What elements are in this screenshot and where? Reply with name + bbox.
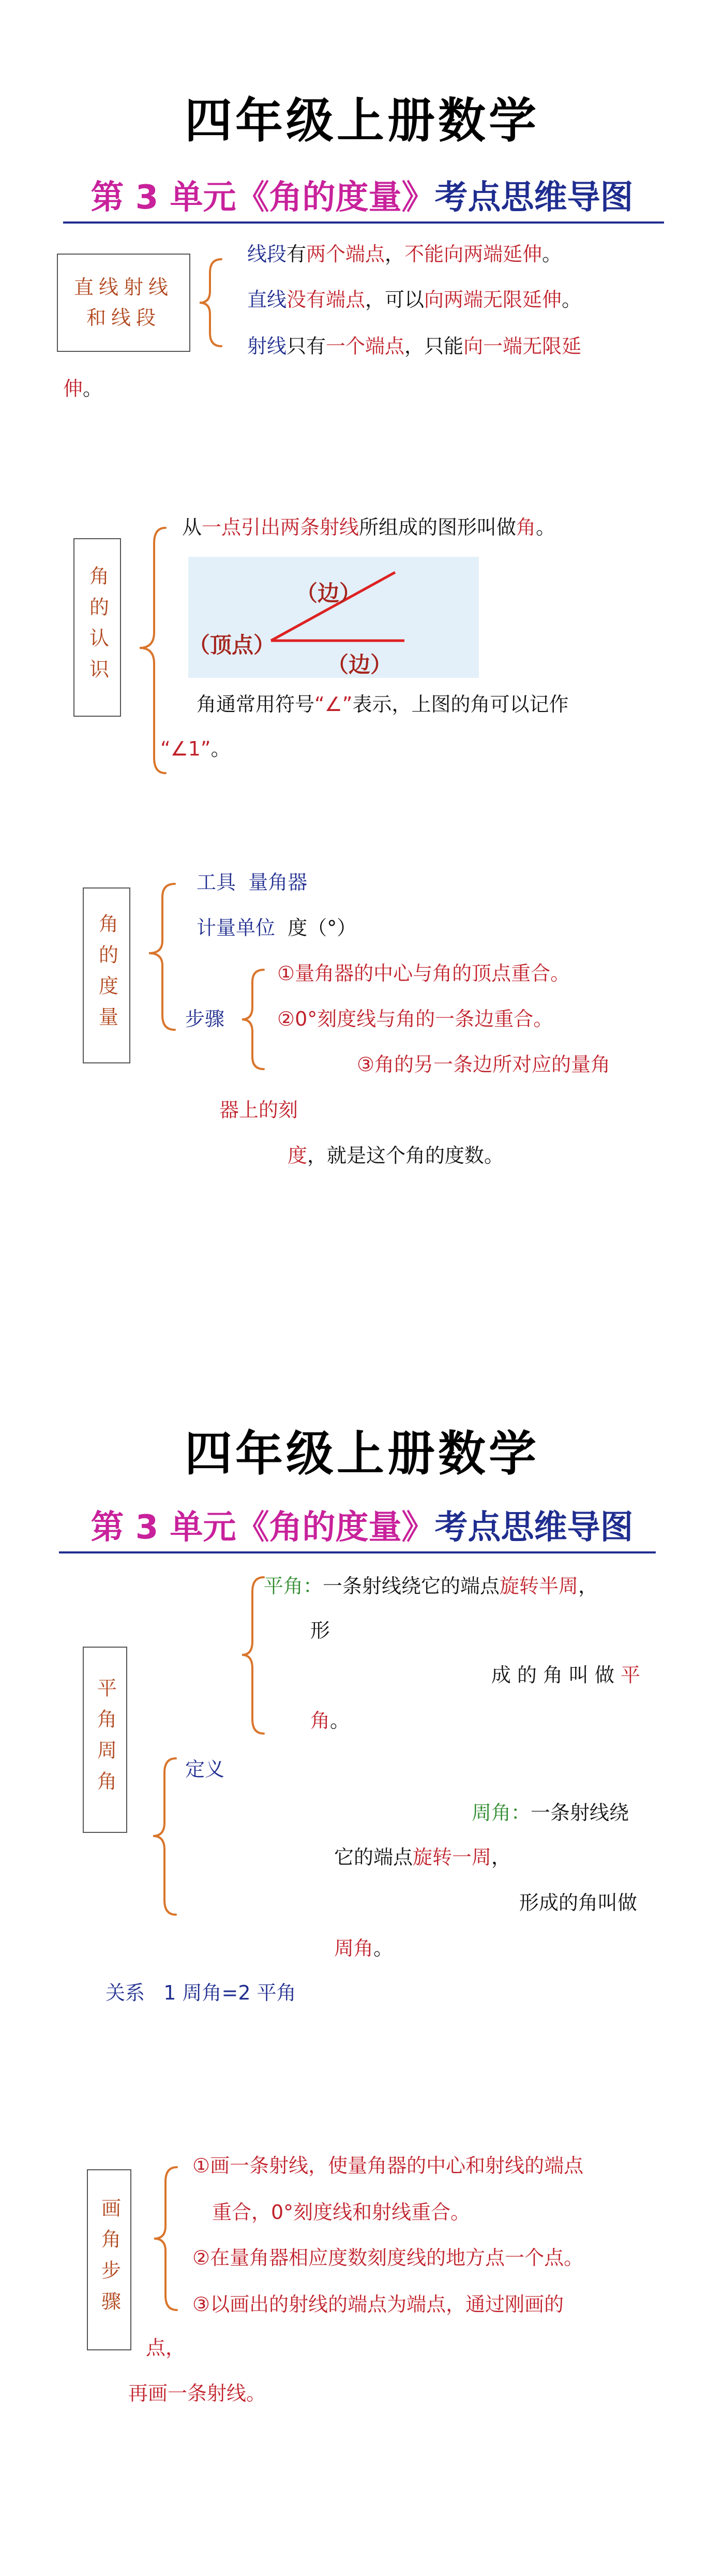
text: 形	[310, 1619, 330, 1642]
term-ray: 射线	[247, 335, 287, 358]
step-text: ③角的另一条边所对应的量角	[357, 1053, 611, 1076]
label-relation: 关系	[105, 1981, 145, 2004]
value-tool: 量角器	[248, 871, 308, 894]
text: 。	[542, 243, 562, 265]
full-angle-row-3	[519, 1890, 637, 1916]
text: 一条射线绕它的端点	[323, 1575, 500, 1597]
step-text: ②在量角器相应度数刻度线的地方点一个点。	[192, 2246, 584, 2269]
step-text: 器上的刻	[219, 1099, 298, 1121]
highlight: 度	[288, 1144, 308, 1167]
term-straight-angle: 平角	[264, 1575, 304, 1597]
straight-angle-row-4	[310, 1708, 350, 1734]
line-ray-row-cont	[63, 376, 102, 402]
text: ：	[303, 1575, 323, 1597]
measure-tool-row	[197, 869, 307, 896]
step-text: ①画一条射线，使量角器的中心和射线的端点	[192, 2154, 584, 2177]
angle-symbol: “∠”	[314, 693, 353, 716]
topic-angle-box	[73, 538, 121, 717]
step-text: 重合，0°刻度线和射线重合。	[212, 2201, 471, 2224]
text: 成的角叫做	[491, 1664, 621, 1686]
text: ，	[578, 1575, 598, 1597]
text: 所组成的图形叫做	[359, 516, 517, 539]
angle-notation: “∠1”	[160, 737, 211, 760]
measure-step-2	[277, 1006, 553, 1032]
topic-draw-label: 画角步骤	[98, 2198, 121, 2322]
angle-symbol-text-cont	[160, 736, 231, 762]
term-full-angle: 周角	[472, 1801, 511, 1824]
topic-measure-box	[83, 887, 130, 1063]
straight-angle-row-2	[310, 1618, 330, 1644]
value-unit: 度（°）	[288, 916, 357, 939]
measure-step-3-cont	[219, 1097, 298, 1123]
label-edge-top: （边）	[296, 581, 361, 606]
text: 它的端点	[334, 1846, 413, 1869]
step-text: ②0°刻度线与角的一条边重合。	[277, 1008, 553, 1030]
highlight: 向一端无限延	[463, 335, 582, 358]
text: ，	[491, 1846, 511, 1869]
full-angle-row	[472, 1800, 629, 1826]
page2-subtitle	[0, 1508, 724, 1547]
subtitle-unit: 第 3 单元《角的度量》	[90, 1508, 435, 1547]
highlight: 向两端无限延伸	[424, 288, 562, 311]
highlight: 旋转半周	[500, 1575, 579, 1597]
draw-step-1	[192, 2153, 583, 2179]
highlight: 两个端点	[306, 243, 385, 265]
highlight: 伸	[63, 377, 83, 400]
measure-step-3-end	[288, 1143, 504, 1169]
relation-row	[105, 1980, 296, 2006]
draw-step-2	[192, 2245, 583, 2271]
draw-step-3	[192, 2291, 564, 2318]
step-text: 再画一条射线。	[128, 2382, 266, 2405]
draw-step-1-cont	[212, 2199, 470, 2226]
label-definition: 定义	[185, 1758, 225, 1781]
label-edge-bottom: （边）	[327, 652, 393, 677]
highlight: 角	[310, 1709, 330, 1732]
line-straight-row	[247, 287, 581, 313]
subtitle-unit: 第 3 单元《角的度量》	[90, 179, 435, 217]
draw-step-3-cont	[146, 2335, 185, 2361]
text: 。	[536, 516, 556, 539]
line-ray-row	[247, 333, 581, 360]
highlight: 一点引出两条射线	[202, 516, 359, 539]
text: 表示，上图的角可以记作	[352, 693, 569, 716]
topic-draw-box	[87, 2169, 131, 2350]
text: 。	[562, 288, 582, 311]
topic-angle-label: 角的认识	[86, 565, 109, 690]
text: 。	[210, 737, 231, 760]
highlight: 一个端点	[326, 335, 405, 358]
label-vertex: （顶点）	[188, 632, 276, 658]
highlight: 没有端点	[286, 288, 366, 311]
step-text: ③以画出的射线的端点为端点，通过刚画的	[192, 2293, 564, 2316]
text: 一条射线绕	[531, 1801, 629, 1824]
text: 形成的角叫做	[519, 1891, 638, 1914]
brace-measure	[145, 880, 181, 1035]
measure-step-3	[357, 1052, 610, 1078]
text: ，只能	[404, 335, 464, 358]
topic-lines-label: 直线射线和线段	[73, 276, 173, 329]
page2-title: 四年级上册数学	[184, 1426, 539, 1482]
topic-straight-full-label: 平角周角	[94, 1678, 117, 1802]
topic-straight-full-box	[83, 1647, 127, 1833]
full-angle-row-4	[334, 1935, 393, 1962]
text: ，可以	[365, 288, 425, 311]
highlight: 不能向两端延伸	[404, 243, 542, 265]
text: ，就是这个角的度数。	[307, 1144, 504, 1167]
highlight: 平	[621, 1664, 647, 1686]
straight-angle-row-3	[491, 1662, 646, 1689]
page-title: 四年级上册数学	[184, 93, 539, 149]
measure-unit-row	[197, 915, 356, 941]
label-steps: 步骤	[185, 1008, 225, 1030]
page-subtitle	[0, 179, 724, 217]
label-tool: 工具	[197, 871, 236, 894]
text: 。	[330, 1709, 350, 1732]
text: 只有	[286, 335, 326, 358]
brace-definition	[150, 1754, 181, 1920]
text: 从	[182, 516, 202, 539]
brace-draw	[151, 2163, 182, 2318]
brace-steps	[239, 967, 270, 1075]
angle-symbol-text	[197, 691, 568, 718]
highlight: 周角	[334, 1937, 374, 1960]
straight-angle-row	[264, 1573, 598, 1600]
term-line: 直线	[247, 288, 287, 311]
text: 有	[286, 243, 307, 265]
subtitle-mindmap: 考点思维导图	[434, 1508, 634, 1547]
line-segment-row	[247, 241, 562, 268]
topic-lines-box	[57, 254, 190, 352]
full-angle-row-2	[334, 1844, 511, 1871]
label-unit: 计量单位	[197, 916, 276, 939]
angle-figure	[188, 557, 479, 678]
value-relation: 1 周角=2 平角	[163, 1981, 296, 2004]
term-segment: 线段	[247, 243, 287, 265]
text: 角通常用符号	[197, 693, 315, 716]
topic-measure-label: 角的度量	[95, 913, 118, 1038]
step-text: ①量角器的中心与角的顶点重合。	[277, 962, 570, 985]
text: 。	[83, 377, 103, 400]
highlight: 角	[516, 516, 536, 539]
draw-step-3-end	[128, 2380, 266, 2407]
subtitle-underline	[63, 221, 664, 224]
text: 。	[373, 1937, 394, 1960]
subtitle-underline	[59, 1551, 656, 1553]
text: ：	[511, 1801, 531, 1824]
brace-lines	[197, 256, 228, 349]
angle-definition	[182, 514, 555, 541]
step-text: 点，	[146, 2336, 186, 2359]
subtitle-mindmap: 考点思维导图	[434, 179, 634, 217]
measure-step-1	[277, 960, 570, 987]
text: ，	[385, 243, 405, 265]
highlight: 旋转一周	[413, 1846, 492, 1869]
